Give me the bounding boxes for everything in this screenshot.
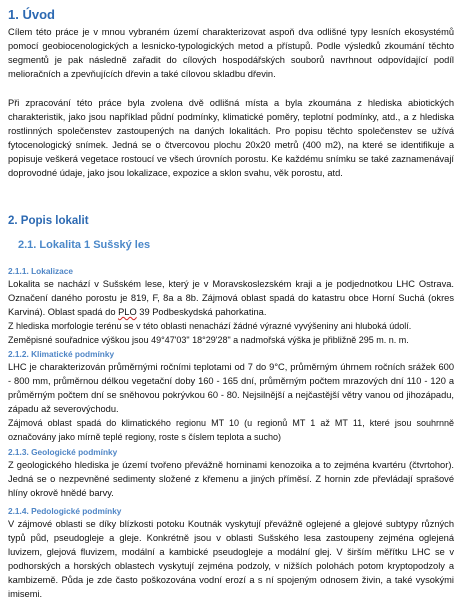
intro-paragraph-2: Při zpracování této práce byla zvolena dvě odlišná místa a byla zkoumána z hlediska abiotických charakteristik, jako jsou například půdní podmínky, klimatické poměry, teplotní podmínky, atd., a z hlediska rostlinných společenstev zastoupených na daných lokalitách. Pro popisu těchto společenstev se užívá fytocenologický snímek. Jedná se o čtvercovou plochu 20x20 metrů (400 m2), na které se identifikuje a popisuje veškerá vegetace rostoucí ve všech úrovních porostu. Ke každému snímku se také zaznamenávají doprovodné údaje, jako jsou lokalizace, expozice a sklon svahu, věk porostu, atd. [8,98,454,179]
section-paragraph: Z geologického hlediska je území tvořeno převážně horninami kenozoika a to zejména kvartéru (čtvrtohor). Jedná se o nezpevněné sedimenty složené z křemenu a jiných příměsí. Z hornin zde převládají sprašové hlíny okrově hnědé barvy. [8,460,454,499]
section-paragraph: Zeměpisné souřadnice výškou jsou 49°47'03" 18°29'28" a nadmořská výška je přibližně 295 m. n. m. [8,335,409,346]
section-paragraph: Zájmová oblast spadá do klimatického regionu MT 10 (u regionů MT 1 až MT 11, které jsou souhrnně označovány jako mírně teplé regiony, roste s číslem teplota a sucho) [8,418,454,443]
heading-intro: 1. Úvod [8,7,55,22]
section-pedology [8,505,454,602]
section-title: 2.1.4. Pedologické podmínky [8,506,122,516]
section-paragraph: LHC je charakterizován průměrnými ročními teplotami od 7 do 9°C, průměrným úhrnem ročních srážek 600 - 800 mm, průměrnou délkou vegetační doby 160 - 165 dní, průměrným počtem mrazových dní 110 - 120 a průměrným počtem dní se sněhovou pokrývkou 60 - 80. Nejsilnější a nejčastější větry vanou od jihozápadu, západu až severovýchodu. [8,362,454,415]
intro-paragraph-1: Cílem této práce je v mnou vybraném území charakterizovat aspoň dva odlišné typy lesních ekosystémů pomocí geobiocenologických a lesnicko-typologických metod a přístupů. Podle výsledků zkoumání těchto segmentů je pak následně zařadit do cílových hospodářských souborů navrhnout odpovídající podíl melioračních a zpevňujících dřevin a také cílovou skladbu dřevin. [8,27,454,80]
heading-locality-1: 2.1. Lokalita 1 Sušský les [18,239,151,251]
section-title: 2.1.3. Geologické podmínky [8,447,118,457]
text-run: 39 Podbeskydská pahorkatina. [136,307,267,318]
section-paragraph: Z hlediska morfologie terénu se v této oblasti nenachází žádné výrazné vyvýšeniny ani hluboká údolí. [8,321,412,332]
section-paragraph: V zájmové oblasti se díky blízkosti potoku Koutnák vyskytují převážně oglejené a glejové subtypy různých typů půd, pseudogleje a gleje. Konkrétně jsou v oblasti Sušského lesa zastoupeny zejména oglejená luvizem, glejová fluvizem, modální a kambické pseudogleje a modální glej. V širším měřítku LHC se v podhorských a horských oblastech vyskytují zejména podzoly, v nižších polohách potom kryptopodzoly a kambizemě. Půda je zde často poškozována vodní erozí a s ní spojeným odnosem živin, a také vysokými imisemi. [8,519,454,600]
text-run: Lokalita se nachází v Sušském lese, který je v Moravskoslezském kraji a je podjednotkou LHC Ostrava. Označení daného porostu je 819, F, 8a a 8b. Zájmová oblast spadá do katastru obce Horní Suchá (okres Karviná). Oblast spadá do [8,279,454,318]
section-geology [8,446,454,500]
section-title: 2.1.2. Klimatické podmínky [8,349,115,359]
section-paragraph [8,277,454,319]
section-localization [8,265,454,347]
section-title: 2.1.1. Lokalizace [8,266,74,276]
spellcheck-word: PLO [118,307,137,318]
heading-locality-description: 2. Popis lokalit [8,215,89,227]
section-climate [8,348,454,445]
